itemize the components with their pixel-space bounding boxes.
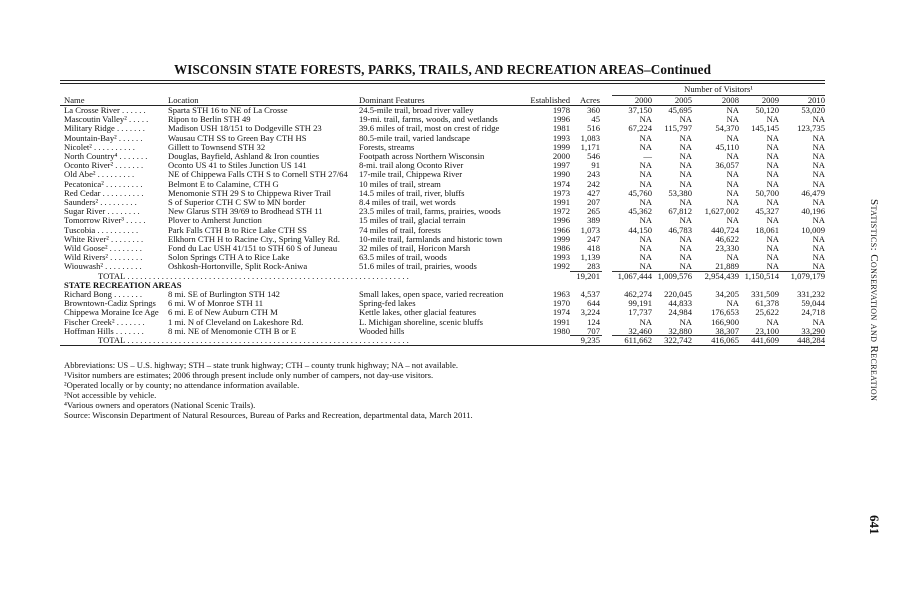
row-acres: 45 [591, 114, 600, 124]
row-visitors: 38,307 [715, 326, 739, 336]
row-features: 10-mile trail, farmlands and historic town [359, 234, 503, 244]
row-visitors: NA [766, 114, 779, 124]
row-leader-dots: . . . . . [123, 215, 146, 225]
row-established: 1993 [552, 133, 570, 143]
row-visitors: 331,509 [751, 289, 779, 299]
row-visitors: NA [679, 261, 692, 271]
row-leader-dots: . . . . . . . . . . [95, 225, 139, 235]
row-leader-dots: . . . . . . [119, 105, 146, 115]
row-visitors: NA [766, 215, 779, 225]
row-visitors: NA [812, 197, 825, 207]
row-visitors: 220,045 [664, 289, 692, 299]
row-visitors: NA [766, 133, 779, 143]
row-visitors: NA [639, 142, 652, 152]
row-visitors: NA [812, 317, 825, 327]
row-name-text: Fischer Creek² [64, 317, 115, 327]
row-features: 23.5 miles of trail, farms, prairies, woods [359, 206, 501, 216]
row-name-text: Hoffman Hills [64, 326, 114, 336]
row-features: 8.4 miles of trail, wet words [359, 197, 456, 207]
row-features: 24.5-mile trail, broad river valley [359, 105, 474, 115]
row-visitors: NA [679, 252, 692, 262]
row-visitors: NA [726, 298, 739, 308]
row-established: 1991 [552, 197, 570, 207]
row-established: 1996 [552, 114, 570, 124]
row-location: 6 mi. E of New Auburn CTH M [168, 307, 278, 317]
row-acres: 247 [587, 234, 600, 244]
row-visitors: 37,150 [628, 105, 652, 115]
row-visitors: 1,627,002 [704, 206, 739, 216]
row-visitors: NA [639, 160, 652, 170]
page-number-text: 641 [867, 515, 882, 535]
total-label-text: TOTAL [98, 336, 126, 345]
row-features: Wooded hills [359, 326, 405, 336]
row-visitors: NA [639, 179, 652, 189]
row-established: 1993 [552, 252, 570, 262]
row-name-text: La Crosse River [64, 105, 120, 115]
col-name: Name [64, 95, 85, 105]
row-visitors: NA [766, 179, 779, 189]
row-visitors: NA [766, 252, 779, 262]
row-name [64, 216, 145, 225]
row-acres: 1,171 [580, 142, 600, 152]
row-visitors: NA [639, 215, 652, 225]
col-year: 2005 [674, 95, 692, 105]
row-visitors: NA [639, 114, 652, 124]
row-visitors: 331,232 [797, 289, 825, 299]
row-location: Oconto US 41 to Stiles Junction US 141 [168, 160, 307, 170]
row-established: 1966 [552, 225, 570, 235]
row-name-text: Wild Rivers² [64, 252, 109, 262]
row-visitors: 54,370 [715, 123, 739, 133]
row-visitors: NA [679, 317, 692, 327]
row-features: 8-mi. trail along Oconto River [359, 160, 464, 170]
row-features: Footpath across Northern Wisconsin [359, 151, 485, 161]
row-leader-dots: . . . . . . . . [107, 243, 142, 253]
row-visitors: NA [812, 252, 825, 262]
row-acres: 516 [587, 123, 600, 133]
section-heading-recreation: STATE RECREATION AREAS [64, 280, 182, 290]
row-location: Ripon to Berlin STH 49 [168, 114, 251, 124]
row-acres: 4,537 [580, 289, 600, 299]
note-abbreviations: Abbreviations: US – U.S. highway; STH – state trunk highway; CTH – county trunk highway; NA – not available. [64, 360, 459, 370]
row-visitors: NA [679, 234, 692, 244]
total-visitors: 1,009,576 [657, 271, 692, 281]
row-features: 80.5-mile trail, varied landscape [359, 133, 470, 143]
row-acres: 283 [587, 261, 600, 271]
row-location: Park Falls CTH B to Rice Lake CTH SS [168, 225, 307, 235]
row-established: 1997 [552, 160, 570, 170]
row-visitors: NA [679, 151, 692, 161]
row-visitors: 23,330 [715, 243, 739, 253]
row-location: Gillett to Townsend STH 32 [168, 142, 266, 152]
col-established: Established [530, 95, 570, 105]
row-visitors: 99,191 [628, 298, 652, 308]
row-visitors: NA [812, 261, 825, 271]
row-acres: 707 [587, 326, 600, 336]
row-established: 1999 [552, 142, 570, 152]
row-location: Wausau CTH SS to Green Bay CTH HS [168, 133, 307, 143]
total-label [98, 336, 568, 345]
row-features: 32 miles of trail, Horicon Marsh [359, 243, 471, 253]
row-acres: 124 [587, 317, 600, 327]
col-features: Dominant Features [359, 95, 425, 105]
row-visitors: 53,380 [668, 188, 692, 198]
row-acres: 644 [587, 298, 600, 308]
row-location: Plover to Amherst Junction [168, 215, 262, 225]
row-features: L. Michigan shoreline, scenic bluffs [359, 317, 483, 327]
row-name [64, 124, 145, 133]
row-visitors: 45,760 [628, 188, 652, 198]
row-visitors: 67,224 [628, 123, 652, 133]
row-acres: 1,139 [580, 252, 600, 262]
row-visitors: NA [726, 133, 739, 143]
row-leader-dots: . . . . . . . [114, 123, 145, 133]
row-location: Sparta STH 16 to NE of La Crosse [168, 105, 288, 115]
row-established: 1974 [552, 307, 570, 317]
row-visitors: NA [639, 234, 652, 244]
col-acres: Acres [579, 95, 600, 105]
row-visitors: 59,044 [801, 298, 825, 308]
row-features: Small lakes, open space, varied recreation [359, 289, 504, 299]
row-name-text: Wiouwash² [64, 261, 103, 271]
row-location: 1 mi. N of Cleveland on Lakeshore Rd. [168, 317, 304, 327]
row-established: 1996 [552, 215, 570, 225]
row-visitors: NA [639, 261, 652, 271]
row-visitors: 17,737 [628, 307, 652, 317]
row-visitors: 440,724 [711, 225, 739, 235]
row-visitors: NA [639, 243, 652, 253]
row-established: 1974 [552, 179, 570, 189]
row-visitors: NA [639, 169, 652, 179]
row-visitors: 123,735 [797, 123, 825, 133]
row-features: 19-mi. trail, farms, woods, and wetlands [359, 114, 498, 124]
row-visitors: NA [766, 169, 779, 179]
row-visitors: NA [766, 261, 779, 271]
row-name-text: North Country⁴ [64, 151, 118, 161]
row-features: 51.6 miles of trail, prairies, woods [359, 261, 477, 271]
note-3: ³Not accessible by vehicle. [64, 390, 157, 400]
row-visitors: NA [679, 197, 692, 207]
row-established: 1963 [552, 289, 570, 299]
total-leader-dots: . . . . . . . . . . . . . . . . . . . . . . . . . . . . . . . . . . . . . . . . . . . . . . . . . . . . . . . . . . . . . . . . . . [127, 272, 409, 281]
row-leader-dots: . . . . . . . . [108, 234, 144, 244]
row-leader-dots: . . . . . . . . [108, 252, 143, 262]
row-features: 17-mile trail, Chippewa River [359, 169, 463, 179]
total-acres: 9,235 [580, 335, 600, 345]
row-features: 74 miles of trail, forests [359, 225, 441, 235]
row-visitors: NA [726, 252, 739, 262]
row-visitors: NA [679, 160, 692, 170]
row-established: 1978 [552, 105, 570, 115]
row-visitors: 21,889 [715, 261, 739, 271]
row-visitors: 50,700 [755, 188, 779, 198]
row-acres: 3,224 [580, 307, 600, 317]
row-name-text: Tuscobia [64, 225, 96, 235]
total-visitors: 322,742 [664, 335, 692, 345]
row-visitors: — [643, 151, 652, 161]
row-acres: 427 [587, 188, 600, 198]
row-leader-dots: . . . . . . . [113, 160, 144, 170]
row-acres: 243 [587, 169, 600, 179]
row-location: Solon Springs CTH A to Rice Lake [168, 252, 290, 262]
row-visitors: NA [812, 142, 825, 152]
row-leader-dots: . . . . . . [116, 133, 143, 143]
row-established: 1986 [552, 243, 570, 253]
row-visitors: 44,833 [668, 298, 692, 308]
page-number [864, 505, 884, 545]
row-acres: 91 [591, 160, 600, 170]
row-acres: 242 [587, 179, 600, 189]
row-visitors: NA [679, 215, 692, 225]
row-leader-dots: . . . . . . . [114, 317, 145, 327]
row-leader-dots: . . . . . . . . . . [100, 188, 144, 198]
total-visitors: 1,150,514 [744, 271, 779, 281]
row-visitors: 25,622 [755, 307, 779, 317]
row-name-text: Richard Bong [64, 289, 112, 299]
row-visitors: 53,020 [801, 105, 825, 115]
row-features: 15 miles of trail, glacial terrain [359, 215, 466, 225]
row-visitors: NA [679, 243, 692, 253]
row-visitors: NA [726, 188, 739, 198]
row-name-text: Saunders² [64, 197, 99, 207]
row-visitors: NA [679, 142, 692, 152]
row-visitors: NA [766, 243, 779, 253]
row-location: 6 mi. W of Monroe STH 11 [168, 298, 264, 308]
row-visitors: NA [812, 133, 825, 143]
row-name-text: Pecatonica² [64, 179, 104, 189]
visitors-header: Number of Visitors¹ [684, 84, 753, 94]
row-visitors: 32,460 [628, 326, 652, 336]
row-acres: 1,073 [580, 225, 600, 235]
row-leader-dots: . . . . . . . . . [103, 261, 142, 271]
col-year: 2008 [721, 95, 739, 105]
row-name-text: Browntown-Cadiz Springs [64, 298, 156, 308]
row-visitors: NA [812, 151, 825, 161]
total-visitors: 1,067,444 [617, 271, 652, 281]
row-visitors: NA [639, 317, 652, 327]
row-visitors: 166,900 [711, 317, 739, 327]
row-visitors: NA [766, 160, 779, 170]
row-established: 1990 [552, 169, 570, 179]
row-visitors: NA [812, 215, 825, 225]
row-visitors: NA [639, 252, 652, 262]
row-visitors: NA [679, 179, 692, 189]
row-leader-dots: . . . . . . . . . [103, 179, 143, 189]
row-acres: 360 [587, 105, 600, 115]
total-visitors: 611,662 [624, 335, 652, 345]
row-location: Fond du Lac USH 41/151 to STH 60 S of Juneau [168, 243, 338, 253]
row-location: Menomonie STH 29 S to Chippewa River Trail [168, 188, 332, 198]
row-acres: 546 [587, 151, 600, 161]
total-leader-dots: . . . . . . . . . . . . . . . . . . . . . . . . . . . . . . . . . . . . . . . . . . . . . . . . . . . . . . . . . . . . . . . . . . [127, 336, 409, 345]
row-visitors: 67,812 [668, 206, 692, 216]
row-name-text: Military Ridge [64, 123, 115, 133]
note-source: Source: Wisconsin Department of Natural Resources, Bureau of Parks and Recreation, departmental data, March 2011. [64, 410, 473, 420]
row-leader-dots: . . . . . . . . . . [91, 142, 135, 152]
row-name [64, 308, 159, 317]
row-visitors: NA [726, 105, 739, 115]
total-visitors: 1,079,179 [790, 271, 825, 281]
row-visitors: 462,274 [624, 289, 652, 299]
row-established: 1991 [552, 317, 570, 327]
row-location: NE of Chippewa Falls CTH S to Cornell STH 27/64 [168, 169, 348, 179]
row-name [64, 262, 142, 271]
row-name-text: Red Cedar [64, 188, 101, 198]
col-year: 2010 [807, 95, 825, 105]
row-visitors: 24,984 [668, 307, 692, 317]
row-visitors: 33,290 [801, 326, 825, 336]
total-visitors: 416,065 [711, 335, 739, 345]
row-visitors: 176,653 [711, 307, 739, 317]
row-name-text: Mountain-Bay² [64, 133, 117, 143]
row-leader-dots: . . . . . . . . . [95, 169, 135, 179]
row-name-text: White River² [64, 234, 109, 244]
table-end-rule [60, 345, 825, 346]
row-visitors: 36,057 [715, 160, 739, 170]
row-features: 39.6 miles of trail, most on crest of ridge [359, 123, 500, 133]
row-features: Forests, streams [359, 142, 415, 152]
row-acres: 389 [587, 215, 600, 225]
row-established: 1970 [552, 298, 570, 308]
note-2: ²Operated locally or by county; no attendance information available. [64, 380, 300, 390]
row-name-text: Mascoutin Valley² [64, 114, 127, 124]
row-visitors: NA [639, 133, 652, 143]
row-visitors: NA [679, 114, 692, 124]
row-leader-dots: . . . . . [126, 114, 149, 124]
row-established: 1972 [552, 206, 570, 216]
row-location: 8 mi. SE of Burlington STH 142 [168, 289, 280, 299]
row-visitors: NA [726, 169, 739, 179]
row-location: Oshkosh-Hortonville, Split Rock-Aniwa [168, 261, 308, 271]
total-visitors: 441,609 [751, 335, 779, 345]
side-section-label [867, 170, 881, 430]
row-visitors: 46,622 [715, 234, 739, 244]
row-visitors: 61,378 [755, 298, 779, 308]
row-visitors: NA [812, 169, 825, 179]
row-visitors: 10,009 [801, 225, 825, 235]
row-visitors: 34,205 [715, 289, 739, 299]
row-visitors: 46,479 [801, 188, 825, 198]
row-visitors: NA [812, 234, 825, 244]
row-visitors: 23,100 [755, 326, 779, 336]
col-location: Location [168, 95, 199, 105]
row-visitors: 44,150 [628, 225, 652, 235]
row-acres: 418 [587, 243, 600, 253]
row-established: 2000 [552, 151, 570, 161]
row-visitors: NA [726, 151, 739, 161]
row-visitors: NA [766, 197, 779, 207]
row-visitors: 50,120 [755, 105, 779, 115]
row-name-text: Chippewa Moraine Ice Age [64, 307, 159, 317]
row-acres: 265 [587, 206, 600, 216]
note-1: ¹Visitor numbers are estimates; 2006 through present include only number of campers, not day-use visitors. [64, 370, 434, 380]
row-location: New Glarus STH 39/69 to Brodhead STH 11 [168, 206, 323, 216]
row-visitors: NA [726, 179, 739, 189]
row-established: 1980 [552, 326, 570, 336]
row-leader-dots: . . . . . . . [111, 289, 143, 299]
row-features: Kettle lakes, other glacial features [359, 307, 477, 317]
row-established: 1981 [552, 123, 570, 133]
row-visitors: 46,783 [668, 225, 692, 235]
row-leader-dots: . . . . . . . [117, 151, 148, 161]
title-rule-top [60, 80, 825, 81]
row-features: 10 miles of trail, stream [359, 179, 441, 189]
col-year: 2009 [761, 95, 779, 105]
row-established: 1973 [552, 188, 570, 198]
row-visitors: 145,145 [751, 123, 779, 133]
row-name [64, 327, 144, 336]
row-visitors: NA [766, 234, 779, 244]
row-location: Belmont E to Calamine, CTH G [168, 179, 279, 189]
row-visitors: NA [812, 114, 825, 124]
row-acres: 1,083 [580, 133, 600, 143]
row-name-text: Nicolet² [64, 142, 92, 152]
row-visitors: NA [726, 215, 739, 225]
total-acres: 19,201 [576, 271, 600, 281]
row-name-text: Old Abe² [64, 169, 96, 179]
row-visitors: NA [726, 197, 739, 207]
page-title: WISCONSIN STATE FORESTS, PARKS, TRAILS, AND RECREATION AREAS–Continued [173, 62, 712, 77]
row-visitors: NA [812, 160, 825, 170]
row-visitors: 45,362 [628, 206, 652, 216]
note-4: ⁴Various owners and operators (National Scenic Trails). [64, 400, 256, 410]
row-features: 14.5 miles of trail, river, bluffs [359, 188, 465, 198]
total-visitors: 448,284 [797, 335, 825, 345]
row-visitors: NA [726, 114, 739, 124]
total-visitors: 2,954,439 [704, 271, 739, 281]
row-visitors: NA [812, 179, 825, 189]
row-features: Spring-fed lakes [359, 298, 416, 308]
row-location: Madison USH 18/151 to Dodgeville STH 23 [168, 123, 322, 133]
row-location: S of Superior CTH C SW to MN border [168, 197, 306, 207]
row-name-text: Oconto River² [64, 160, 114, 170]
row-visitors: NA [766, 142, 779, 152]
row-location: 8 mi. NE of Menomonie CTH B or E [168, 326, 297, 336]
row-features: 63.5 miles of trail, woods [359, 252, 447, 262]
row-visitors: 45,695 [668, 105, 692, 115]
row-location: Douglas, Bayfield, Ashland & Iron counties [168, 151, 320, 161]
row-visitors: 115,797 [664, 123, 692, 133]
row-visitors: 32,880 [668, 326, 692, 336]
side-section-text: Statistics: Conservation and Recreation [868, 198, 880, 402]
total-label-text: TOTAL [98, 272, 126, 281]
row-leader-dots: . . . . . . . . . [98, 197, 137, 207]
row-acres: 207 [587, 197, 600, 207]
row-location: Elkhorn CTH H to Racine Cty., Spring Valley Rd. [168, 234, 340, 244]
row-visitors: NA [766, 317, 779, 327]
row-leader-dots: . . . . . . . [113, 326, 144, 336]
row-leader-dots: . . . . . . . . [105, 206, 140, 216]
row-visitors: NA [812, 243, 825, 253]
row-name-text: Tomorrow River³ [64, 215, 124, 225]
row-established: 1999 [552, 234, 570, 244]
row-name-text: Wild Goose² [64, 243, 108, 253]
row-visitors: NA [639, 197, 652, 207]
row-visitors: 40,196 [801, 206, 825, 216]
row-visitors: 18,061 [755, 225, 779, 235]
col-year: 2000 [634, 95, 652, 105]
row-visitors: NA [679, 133, 692, 143]
row-visitors: NA [679, 169, 692, 179]
row-visitors: 45,327 [755, 206, 779, 216]
row-name-text: Sugar River [64, 206, 106, 216]
row-name [64, 170, 134, 179]
row-visitors: NA [766, 151, 779, 161]
row-visitors: 45,110 [715, 142, 739, 152]
row-visitors: 24,718 [801, 307, 825, 317]
row-established: 1992 [552, 261, 570, 271]
